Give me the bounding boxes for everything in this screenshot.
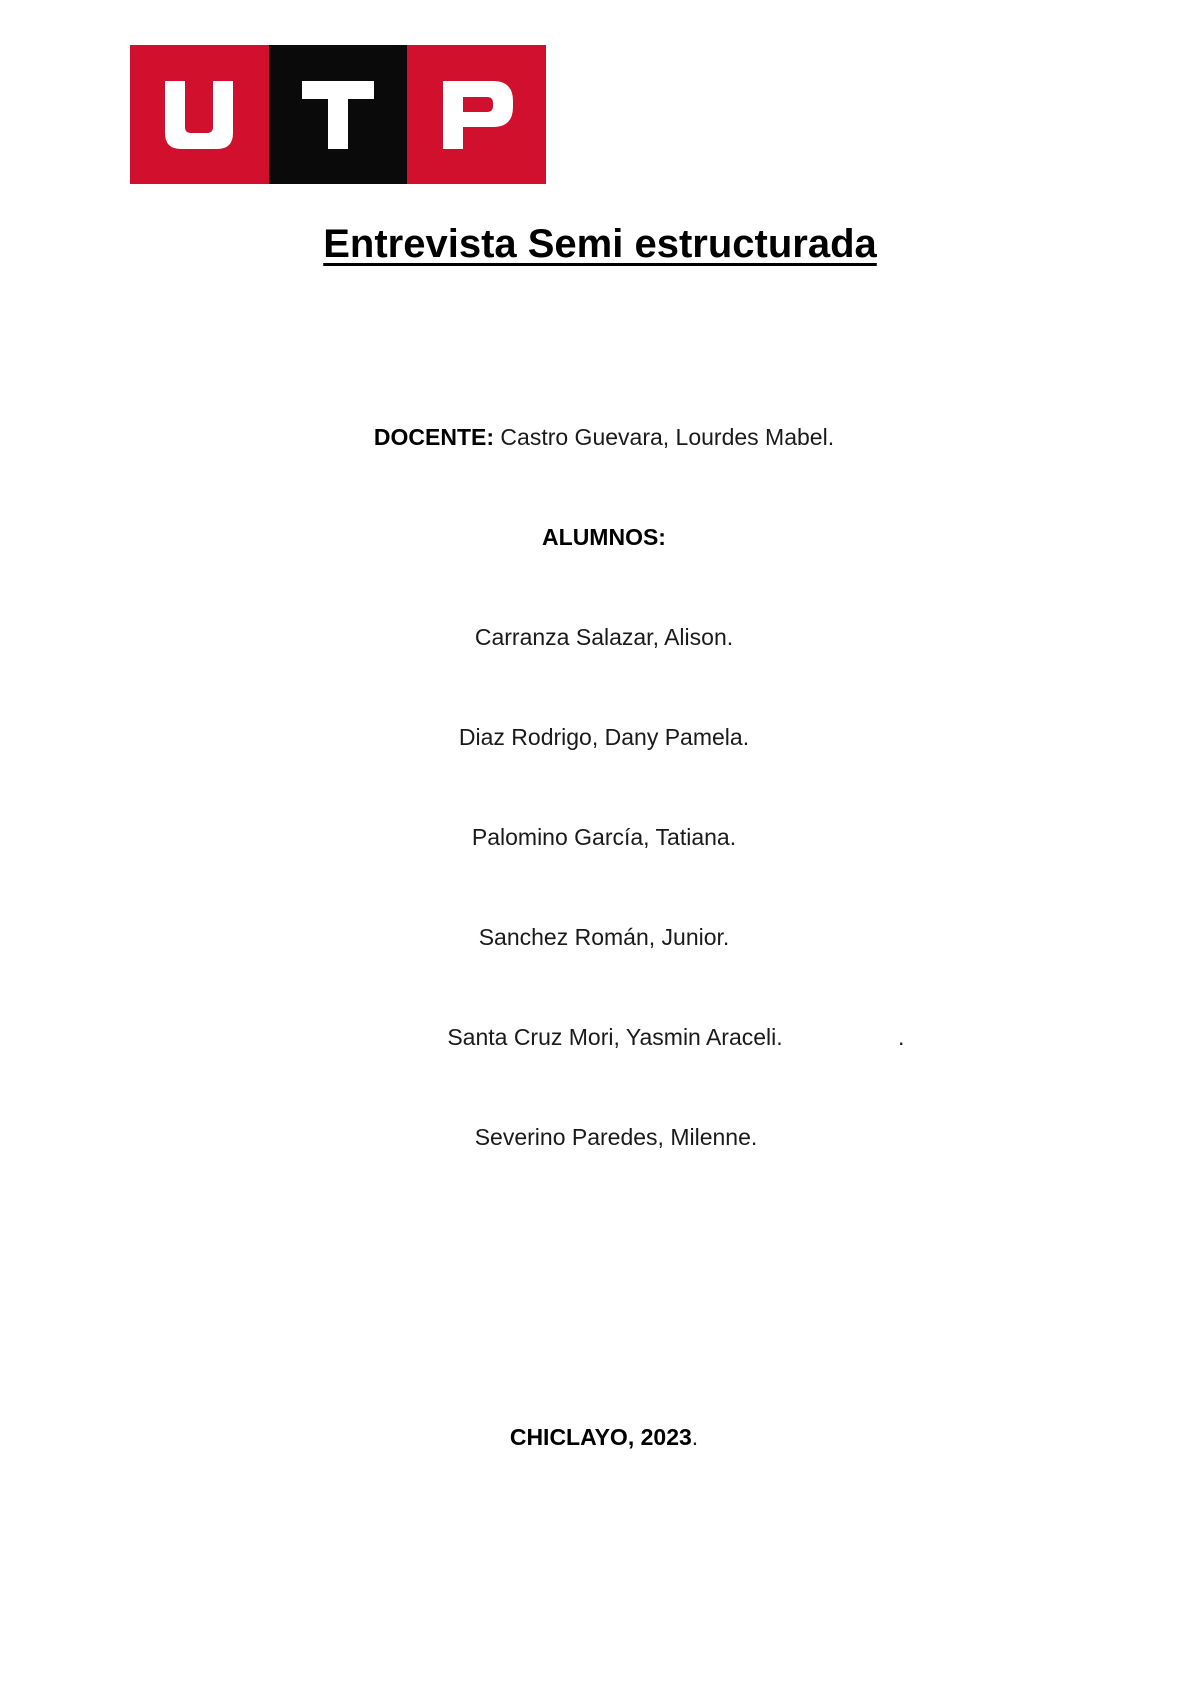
- logo-letter-p: [407, 45, 546, 184]
- logo-letter-u: [130, 45, 269, 184]
- utp-logo: [130, 45, 546, 184]
- student-name: Severino Paredes, Milenne.: [474, 1124, 758, 1150]
- docente-name: Castro Guevara, Lourdes Mabel.: [494, 424, 835, 450]
- student-name: Carranza Salazar, Alison.: [474, 624, 734, 650]
- document-title: Entrevista Semi estructurada: [323, 222, 877, 266]
- docente-line: [0, 424, 1200, 451]
- footer-period: .: [691, 1424, 699, 1450]
- docente-label: DOCENTE:: [373, 424, 495, 450]
- footer-city-year: [0, 1424, 1200, 1451]
- student-name: Palomino García, Tatiana.: [471, 824, 737, 850]
- alumnos-label: ALUMNOS:: [542, 524, 666, 550]
- city-year: CHICLAYO, 2023: [509, 1424, 692, 1450]
- student-name: Sanchez Román, Junior.: [478, 924, 730, 950]
- trailing-dot: .: [898, 1024, 905, 1050]
- logo-letter-t: [269, 45, 408, 184]
- student-name: Santa Cruz Mori, Yasmin Araceli.: [447, 1024, 783, 1050]
- student-name: Diaz Rodrigo, Dany Pamela.: [458, 724, 750, 750]
